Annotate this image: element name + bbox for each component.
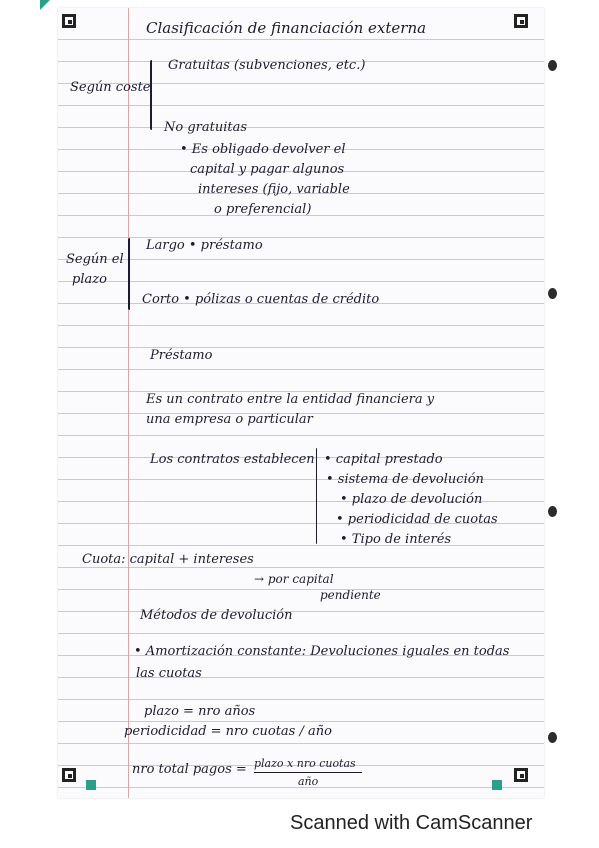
margin-line xyxy=(128,8,129,798)
corner-marker-icon xyxy=(62,768,76,782)
metodos-heading: Métodos de devolución xyxy=(140,608,293,623)
no-gratuitas-line1: • Es obligado devolver el xyxy=(180,142,346,157)
no-gratuitas-line4: o preferencial) xyxy=(214,202,312,217)
segun-plazo-label1: Según el xyxy=(66,252,124,267)
corner-marker-icon xyxy=(62,14,76,28)
brace xyxy=(150,60,152,130)
total-pagos-formula: nro total pagos = xyxy=(132,762,247,777)
no-gratuitas-line2: capital y pagar algunos xyxy=(190,162,345,177)
segun-plazo-label2: plazo xyxy=(72,272,107,287)
fraction-numerator: plazo x nro cuotas xyxy=(254,757,356,770)
binder-hole xyxy=(548,506,557,517)
scanner-watermark: Scanned with CamScanner xyxy=(290,812,533,834)
largo-text: Largo • préstamo xyxy=(146,238,263,253)
no-gratuitas-text: No gratuitas xyxy=(164,120,248,135)
fraction-denominator: año xyxy=(298,775,319,788)
corner-accent xyxy=(40,0,50,10)
contrato-item: • Tipo de interés xyxy=(340,532,452,547)
cuota-arrow-note: → por capital xyxy=(254,572,334,586)
teal-marker xyxy=(492,780,502,790)
corner-marker-icon xyxy=(514,768,528,782)
prestamo-def-line1: Es un contrato entre la entidad financiera y xyxy=(146,392,435,407)
contrato-item: • sistema de devolución xyxy=(326,472,484,487)
amortizacion-line1: • Amortización constante: Devoluciones iguales en todas xyxy=(134,644,510,659)
binder-hole xyxy=(548,60,557,71)
binder-hole xyxy=(548,288,557,299)
teal-marker xyxy=(86,780,96,790)
prestamo-heading: Préstamo xyxy=(150,348,213,363)
no-gratuitas-line3: intereses (fijo, variable xyxy=(198,182,350,197)
notebook-page xyxy=(58,8,544,798)
prestamo-def-line2: una empresa o particular xyxy=(146,412,313,427)
brace xyxy=(128,238,130,310)
contrato-item: • plazo de devolución xyxy=(340,492,483,507)
segun-coste-label: Según coste xyxy=(70,80,151,95)
binder-hole xyxy=(548,732,557,743)
corner-marker-icon xyxy=(514,14,528,28)
cuota-pendiente-note: pendiente xyxy=(320,588,381,602)
contrato-item: • periodicidad de cuotas xyxy=(336,512,498,527)
plazo-formula: plazo = nro años xyxy=(144,704,256,719)
contrato-item: • capital prestado xyxy=(324,452,443,467)
page-title: Clasificación de financiación externa xyxy=(146,19,427,37)
contratos-text: Los contratos establecen xyxy=(150,452,315,467)
brace xyxy=(316,448,317,544)
corto-text: Corto • pólizas o cuentas de crédito xyxy=(142,292,380,307)
gratuitas-text: Gratuitas (subvenciones, etc.) xyxy=(168,58,366,73)
periodicidad-formula: periodicidad = nro cuotas / año xyxy=(124,724,332,739)
cuota-text: Cuota: capital + intereses xyxy=(82,552,254,567)
fraction-bar xyxy=(254,772,362,773)
amortizacion-line2: las cuotas xyxy=(136,666,202,681)
